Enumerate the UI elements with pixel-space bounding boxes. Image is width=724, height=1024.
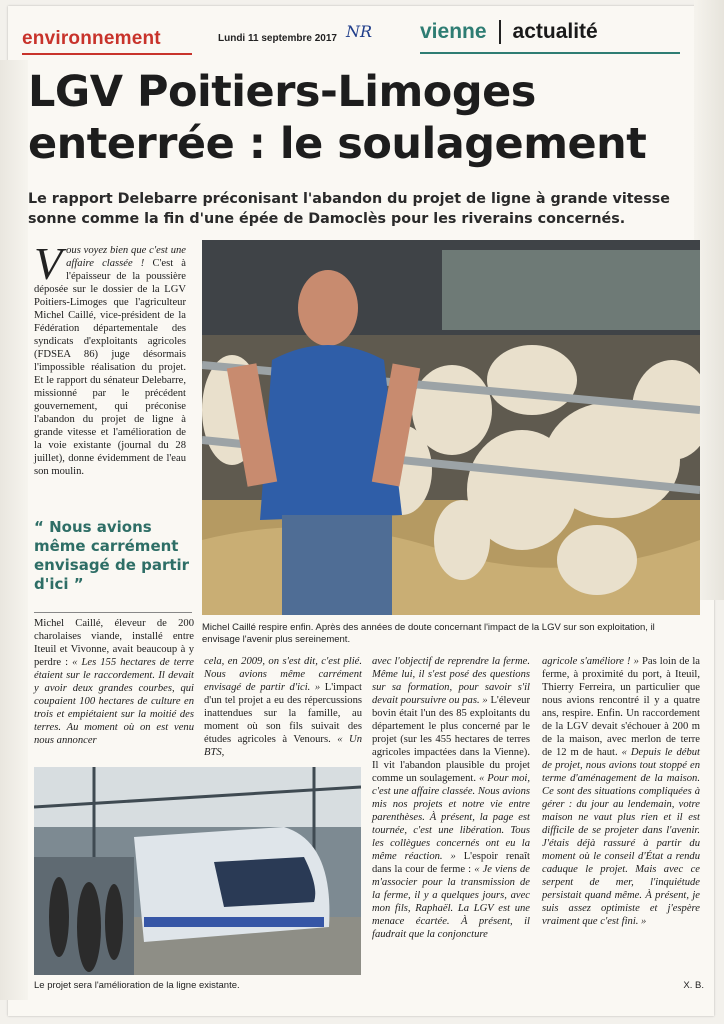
column-2 bbox=[204, 655, 362, 759]
farmer-photo-illustration bbox=[202, 240, 700, 615]
section-header bbox=[420, 18, 598, 46]
headline bbox=[28, 66, 668, 170]
handwritten-mark: NR bbox=[346, 22, 373, 41]
farmer-photo bbox=[202, 240, 700, 615]
headline-line-1: LGV Poitiers-Limoges bbox=[28, 67, 536, 117]
section-label: actualité bbox=[512, 20, 598, 43]
column-3-text-2: L'espoir renaît dans la cour de ferme : bbox=[372, 851, 530, 875]
section-underline bbox=[420, 52, 680, 54]
column-3-quote: avec l'objectif de reprendre la ferme. Même lui, il s'est posé des questions sur sa formation, pour savoir s'il devait poursuivre ou pas. » bbox=[372, 656, 530, 706]
rubric-label: environnement bbox=[22, 28, 161, 49]
farmer-photo-caption: Michel Caillé respire enfin. Après des années de doute concernant l'impact de la LGV sur son exploitation, il envisage l'avenir plus sereinement. bbox=[202, 622, 655, 645]
opening-quote: ous voyez bien que c'est une affaire classée ! bbox=[66, 245, 186, 269]
column-1b-text: Michel Caillé, éleveur de 200 charolaises viande, installé entre Iteuil et Vivonne, avait beaucoup à y perdre : bbox=[34, 618, 194, 668]
column-1b-quote: « Les 155 hectares de terre étaient sur le raccordement. Il devait y avoir deux grandes courbes, qui coupaient 100 hectares de culture en trois et empiétaient sur la moitié des terres. Au moment où on est venu nous annoncer bbox=[34, 657, 195, 746]
train-photo bbox=[34, 767, 361, 975]
pull-quote-rule bbox=[34, 612, 192, 613]
headline-line-2: enterrée : le soulagement bbox=[28, 119, 647, 169]
article-deck: Le rapport Delebarre préconisant l'abandon du projet de ligne à grande vitesse sonne comme la fin d'une épée de Damoclès pour les riverains concernés. bbox=[28, 191, 670, 227]
train-photo-illustration bbox=[34, 767, 361, 975]
column-1-text: C'est à l'épaisseur de la poussière déposée sur le dossier de la LGV Poitiers-Limoges que l'agriculteur Michel Caillé, vice-président de la Fédération départementale des syndicats d'exploitants agricoles (FDSEA 86) juge désormais l'impossible réalisation du projet. Et le rapport du sénateur Delebarre, missionné par le précédent gouvernement, qui préconise l'abandon du projet de ligne à grande vitesse et l'amélioration de la voie existante (journal du 28 juillet), donne évidemment de l'eau son moulin. bbox=[34, 258, 186, 477]
column-3-text: L'éleveur bovin était l'un des 85 exploitants du département le plus concerné par le projet (sur les 455 hectares de terres agricoles impactées dans la Vienne). Il vit l'abandon plausible du projet comme un soulagement. bbox=[372, 695, 530, 784]
drop-cap: V bbox=[34, 238, 63, 289]
column-4-text: Pas loin de la ferme, à proximité du port, à Iteuil, Thierry Ferreira, un particulier que nous avions rencontré il y a quatre ans, respire. Enfin. Un raccordement de la LGV devait s'échouer à 200 m de la maison, avec merlon de terre de 12 m de haut. bbox=[542, 656, 700, 758]
column-2-quote-2: « Un BTS, bbox=[204, 734, 362, 758]
column-3-quote-2: « Pour moi, c'est une affaire classée. Nous avions mis nos projets et notre vie entre parenthèses. À présent, la page est tournée, c'est une libération. Tous les collègues concernés ont eu la même réaction. » bbox=[372, 773, 530, 862]
column-4-quote: agricole s'améliore ! » bbox=[542, 656, 639, 667]
column-3-quote-3: « Je viens de m'associer pour la transmission de la ferme, il y a quelques jours, avec mon fils, Raphaël. La LGV est une menace écartée. À présent, il faudrait que la conjoncture bbox=[372, 864, 531, 940]
region-label: vienne bbox=[420, 20, 487, 43]
column-4-quote-2: « Depuis le début de projet, nous avions tout stoppé en terme d'aménagement de la maison. Ce sont des situations compliquées à gérer : du jour au lendemain, votre maison ne vaut plus rien et il est difficile de se projeter dans l'avenir. J'étais déjà rassuré à partir du moment où le conseil d'État a rendu caduque le projet. Mais avec ce serpent de mer, l'inquiétude persistait quand même. À présent, je suis assez optimiste et j'espère vraiment que c'est fini. » bbox=[542, 747, 701, 927]
column-2-text: L'impact d'un tel projet a eu des répercussions inattendues sur la famille, au moment où son fils suivait des études agricoles à Venours. bbox=[204, 682, 362, 745]
column-2-quote: cela, en 2009, on s'est dit, c'est plié. Nous avions même carrément envisagé de partir d'ici. » bbox=[204, 656, 362, 693]
column-1 bbox=[34, 238, 186, 478]
column-4 bbox=[542, 655, 700, 928]
previous-page-edge bbox=[0, 60, 28, 1000]
column-1b bbox=[34, 617, 194, 747]
pull-quote: “ Nous avions même carrément envisagé de partir d'ici ” bbox=[34, 518, 190, 593]
section-separator bbox=[499, 20, 501, 44]
dateline: Lundi 11 septembre 2017 bbox=[218, 33, 337, 44]
rubric-underline bbox=[22, 53, 192, 55]
column-3 bbox=[372, 655, 530, 941]
author-signature: X. B. bbox=[683, 980, 704, 991]
train-photo-caption: Le projet sera l'amélioration de la ligne existante. bbox=[34, 980, 240, 991]
